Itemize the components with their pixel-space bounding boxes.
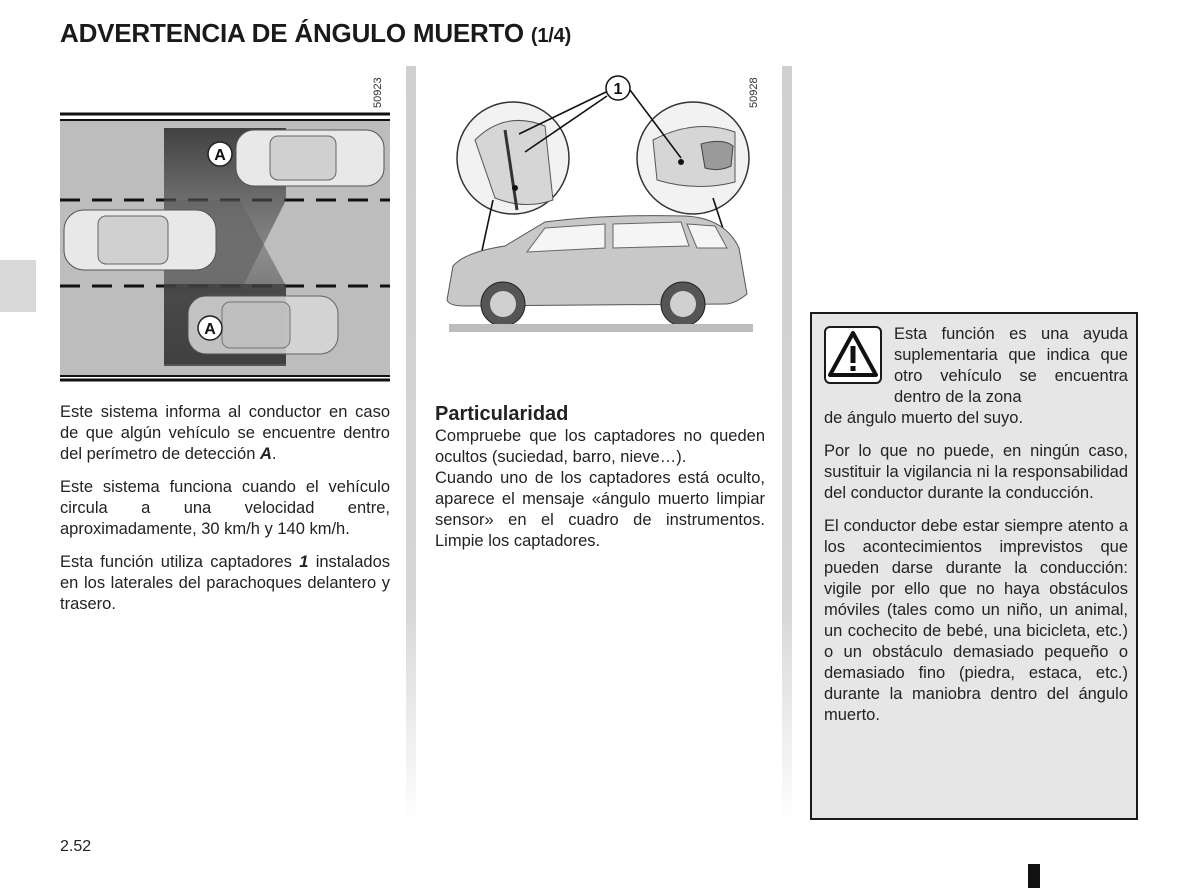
end-mark: [1028, 864, 1040, 888]
suv-side-view-icon: [447, 216, 747, 326]
paragraph: Por lo que no puede, en ningún caso, sustituir la vigilancia ni la responsabilidad del conductor durante la conducción.: [824, 442, 1128, 502]
figure-code: 50928: [748, 77, 760, 108]
paragraph: Este sistema funciona cuando el vehículo circula a una velocidad entre, aproximadamente, 30 km/h y 140 km/h.: [60, 478, 390, 538]
paragraph: Esta función utiliza captadores 1 instalados en los laterales del parachoques delantero y trasero.: [60, 553, 390, 613]
car-bottom-icon: [188, 296, 338, 354]
column-middle-text: [435, 402, 765, 552]
paragraph: de ángulo muerto del suyo.: [824, 409, 1024, 427]
car-middle-icon: [64, 210, 216, 270]
svg-text:A: A: [204, 321, 216, 338]
paragraph: El conductor debe estar siempre atento a los acontecimientos imprevistos que pueden darse durante la conducción: vigile por ello que no haya obstáculos móviles (tales como un niño, un animal, un cochecito de bebé, una bicicleta, etc.) o un obstáculo demasiado pequeño o demasiado fino (piedra, estaca, etc.) durante la maniobra dentro del ángulo muerto.: [824, 517, 1128, 724]
warning-text: [824, 408, 1128, 738]
column-left-text: [60, 402, 390, 627]
page-title: ADVERTENCIA DE ÁNGULO MUERTO (1/4): [60, 18, 572, 48]
figure-sensor-location: [435, 70, 765, 340]
svg-text:1: 1: [613, 81, 623, 98]
section-heading: Particularidad: [435, 403, 569, 425]
figure-blind-spot-diagram: [60, 70, 390, 382]
column-divider-right: [782, 66, 792, 826]
warning-box: [810, 312, 1138, 820]
page-number: 2.52: [60, 838, 92, 855]
section-tab: [0, 260, 36, 312]
warning-triangle-icon: [824, 326, 882, 384]
paragraph: Este sistema informa al conductor en caso de que algún vehículo se encuentre dentro del perímetro de detección A.: [60, 403, 390, 463]
column-divider-left: [406, 66, 416, 826]
paragraph: Cuando uno de los captadores está oculto, aparece el mensaje «ángulo muerto limpiar sensor» en el cuadro de instrumentos. Limpie los captadores.: [435, 469, 765, 550]
svg-text:A: A: [214, 147, 226, 164]
figure-code: 50923: [372, 77, 384, 108]
paragraph: Compruebe que los captadores no queden ocultos (suciedad, barro, nieve…).: [435, 427, 765, 466]
warning-lead: Esta función es una ayuda suplementaria que indica que otro vehículo se encuentra dentro de la zona: [894, 325, 1128, 406]
